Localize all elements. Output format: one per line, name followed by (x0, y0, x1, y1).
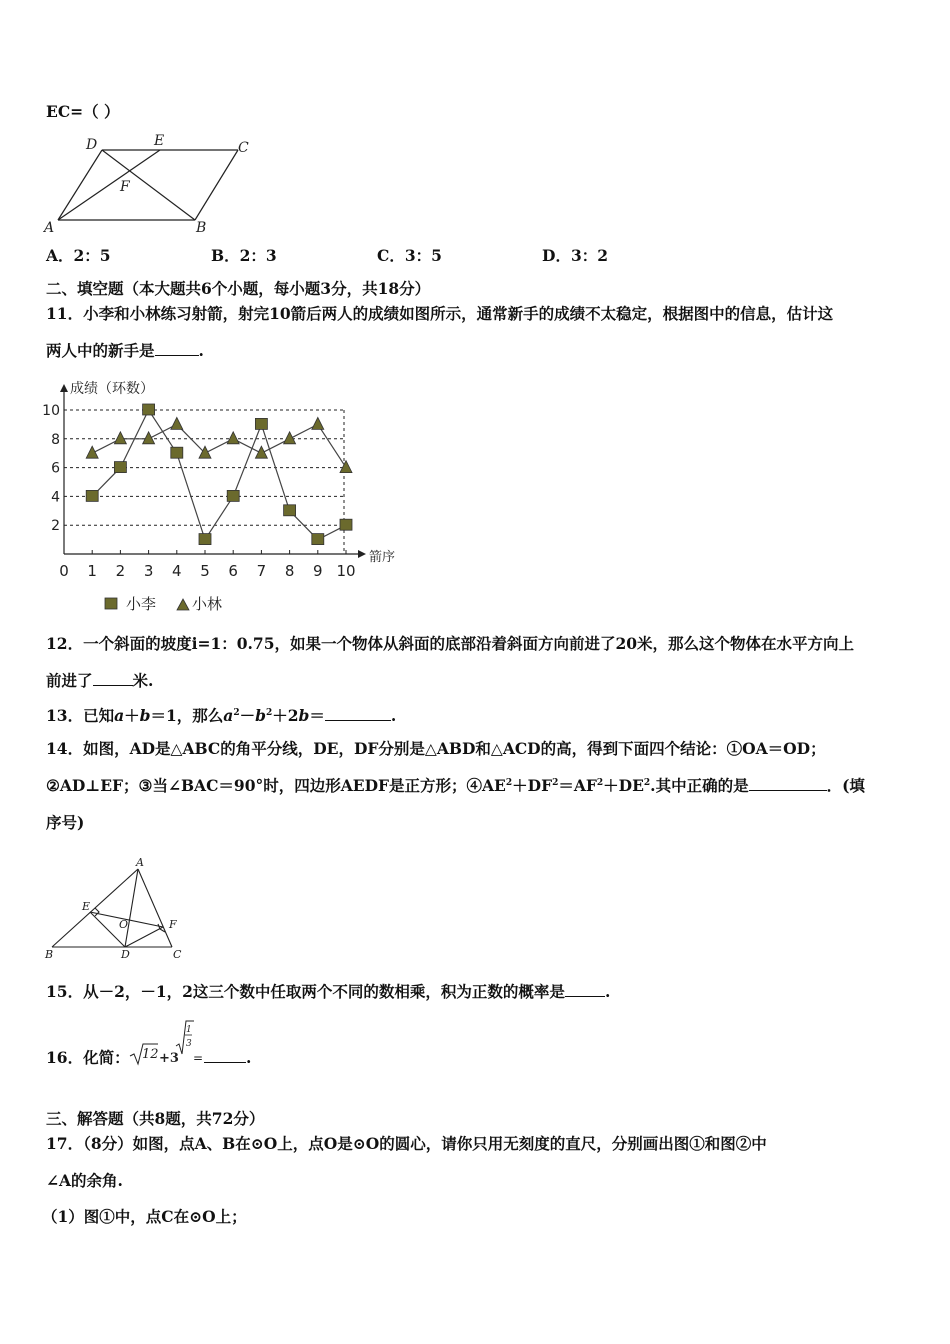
xiaoli-point (199, 534, 211, 545)
y-tick-label: 2 (51, 518, 60, 535)
xiaoli-point (114, 462, 126, 473)
q13: 13．已知a＋b＝1，那么$a^2-b^2+2b=$ . (46, 706, 397, 725)
option-d: D．3：2 (542, 246, 609, 265)
legend-triangle-marker (177, 599, 189, 610)
q16-answer: . (204, 1048, 251, 1068)
label-b: B (45, 948, 54, 961)
xiaolin-point (114, 432, 126, 444)
xiaolin-point (171, 417, 183, 429)
parallelogram-figure (40, 130, 270, 240)
series-xiaolin-line (92, 424, 346, 467)
q17-line3: （1）图①中，点C在⊙O上； (42, 1207, 247, 1226)
legend-square-marker (105, 598, 117, 609)
y-tick-label: 6 (51, 460, 60, 477)
diag-bd (102, 150, 195, 220)
xiaolin-point (340, 461, 352, 473)
diag-ae (58, 150, 160, 220)
side-ac (138, 869, 172, 947)
xiaolin-point (227, 432, 239, 444)
label-o: O (119, 918, 129, 931)
chart-legend (105, 595, 222, 613)
q15: 15．从－2，－1，2这三个数中任取两个不同的数相乘，积为正数的概率是 . (46, 982, 611, 1001)
q14-line3: 序号) (46, 813, 85, 832)
xiaoli-point (312, 534, 324, 545)
label-d: D (86, 137, 98, 153)
x-tick-label: 1 (87, 562, 97, 580)
legend-xiaoli: 小李 (126, 595, 157, 613)
legend-xiaolin: 小林 (192, 595, 223, 613)
edge-bc (195, 150, 238, 220)
label-f: F (120, 179, 130, 195)
xiaolin-point (312, 417, 324, 429)
frac-numerator: 1 (186, 1025, 192, 1035)
label-c: C (238, 140, 249, 156)
option-b: B．2：3 (211, 246, 277, 265)
x-tick-label: 0 (59, 562, 69, 580)
q16-expression (128, 1018, 208, 1070)
xiaoli-point (171, 447, 183, 458)
q12-line1: 12．一个斜面的坡度i=1：0.75，如果一个物体从斜面的底部沿着斜面方向前进了20米，那么这个物体在水平方向上 (46, 634, 855, 653)
equals-sign: = (193, 1051, 204, 1065)
x-axis-label: 箭序 (369, 550, 396, 565)
option-c: C．3：5 (377, 246, 442, 265)
xiaolin-point (284, 432, 296, 444)
label-b: B (196, 220, 207, 236)
x-tick-label: 10 (336, 562, 356, 580)
x-tick-label: 5 (200, 562, 210, 580)
y-tick-label: 8 (51, 431, 60, 448)
x-axis-arrow (358, 550, 366, 558)
x-tick-label: 9 (313, 562, 323, 580)
label-c: C (173, 948, 182, 961)
score-chart (40, 378, 420, 618)
label-e: E (154, 133, 165, 149)
section3-title: 三、解答题（共8题，共72分） (46, 1109, 265, 1128)
right-angle-e (95, 908, 99, 916)
label-e: E (82, 900, 91, 913)
q11-line2: 两人中的新手是 . (46, 341, 204, 360)
q14-line2: ②AD⊥EF；③当∠BAC＝90°时，四边形AEDF是正方形；$④AE^2+DF^2=AF^2+DE^2$.其中正确的是 ．(填 (46, 776, 865, 795)
x-tick-label: 8 (284, 562, 295, 580)
q11-line1: 11．小李和小林练习射箭，射完10箭后两人的成绩如图所示，通常新手的成绩不太稳定，根据图中的信息，估计这 (46, 304, 834, 323)
frac-denominator: 3 (186, 1039, 192, 1049)
label-f: F (169, 918, 177, 931)
x-tick-label: 4 (172, 562, 182, 580)
q10-tail: EC=（ ） (46, 102, 120, 121)
x-tick-label: 3 (143, 562, 154, 580)
y-tick-label: 4 (51, 489, 60, 506)
xiaolin-point (86, 446, 98, 458)
xiaoli-point (284, 505, 296, 516)
xiaolin-point (199, 446, 211, 458)
y-tick-label: 10 (42, 403, 60, 419)
section2-title: 二、填空题（本大题共6个小题，每小题3分，共18分） (46, 279, 431, 298)
xiaoli-point (340, 519, 352, 530)
y-axis-arrow (60, 384, 68, 392)
q16-label: 16．化简： (46, 1048, 130, 1067)
xiaoli-point (86, 490, 98, 501)
q17-line1: 17．（8分）如图，点A、B在⊙O上，点O是⊙O的圆心，请你只用无刻度的直尺，分别画出图①和图②中 (46, 1134, 767, 1153)
x-tick-label: 2 (115, 562, 126, 580)
xiaolin-point (143, 432, 155, 444)
xiaoli-point (143, 404, 155, 415)
plus-3: +3 (159, 1051, 179, 1066)
xiaoli-point (227, 490, 239, 501)
label-a: A (136, 856, 144, 869)
y-axis-label: 成绩（环数） (70, 381, 154, 397)
edge-ad (58, 150, 102, 220)
x-tick-label: 7 (256, 562, 267, 580)
x-tick-label: 6 (228, 562, 238, 580)
q14-line1: 14．如图，AD是△ABC的角平分线，DE，DF分别是△ABD和△ACD的高，得到下面四个结论：①OA＝OD； (46, 739, 826, 758)
segment-df (125, 927, 163, 947)
label-d: D (121, 948, 130, 961)
option-a: A．2：5 (46, 246, 111, 265)
q17-line2: ∠A的余角. (46, 1171, 123, 1190)
radicand-12: 12 (142, 1047, 159, 1062)
label-a: A (44, 220, 55, 236)
xiaoli-point (255, 418, 267, 429)
segment-ad (125, 869, 138, 947)
triangle-figure (40, 852, 200, 964)
q12-line2: 前进了 米. (46, 671, 154, 690)
xiaolin-point (255, 446, 267, 458)
